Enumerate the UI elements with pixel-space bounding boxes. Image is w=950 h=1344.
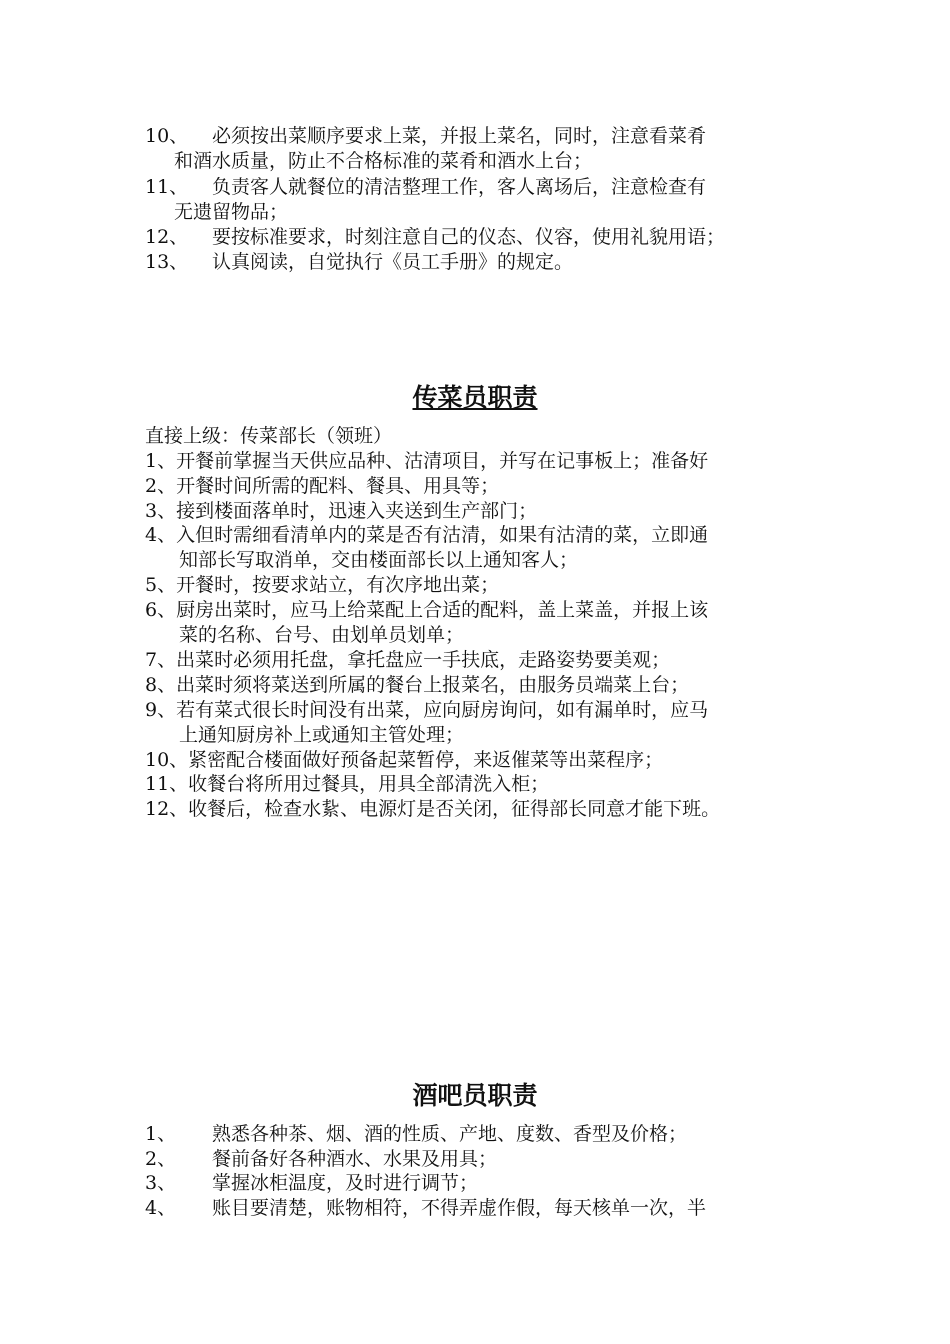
item-number: 3、 [145,1172,177,1194]
list-item-continuation: 无遗留物品； [174,201,289,223]
item-text: 要按标准要求，时刻注意自己的仪态、仪容，使用礼貌用语； [212,226,726,248]
item-text: 熟悉各种茶、烟、酒的性质、产地、度数、香型及价格； [212,1123,688,1145]
item-text: 掌握冰柜温度，及时进行调节； [212,1172,479,1194]
runner-section-title: 传菜员职责 [412,383,538,412]
runner-supervisor: 直接上级：传菜部长（领班） [145,425,393,447]
list-item [145,1147,497,1172]
bar-section-title: 酒吧员职责 [412,1081,538,1110]
list-item [145,1171,478,1196]
item-number: 10、 [145,125,189,147]
list-item-continuation: 菜的名称、台号、由划单员划单； [179,624,465,646]
list-item [145,250,573,275]
list-item-continuation: 和酒水质量，防止不合格标准的菜肴和酒水上台； [174,150,593,172]
list-item: 1、开餐前掌握当天供应品种、沽清项目，并写在记事板上；准备好 [145,450,709,472]
item-text: 账目要清楚，账物相符，不得弄虚作假，每天核单一次，半 [212,1197,707,1219]
list-item: 3、接到楼面落单时，迅速入夹送到生产部门； [145,500,538,522]
list-item: 4、入但时需细看清单内的菜是否有沽清，如果有沽清的菜，立即通 [145,524,709,546]
item-number: 13、 [145,251,189,273]
list-item [145,175,706,200]
list-item: 8、出菜时须将菜送到所属的餐台上报菜名，由服务员端菜上台； [145,674,690,696]
list-item: 5、开餐时，按要求站立，有次序地出菜； [145,574,500,596]
list-item: 2、开餐时间所需的配料、餐具、用具等； [145,475,500,497]
list-item: 10、紧密配合楼面做好预备起菜暂停，来返催菜等出菜程序； [145,749,664,771]
list-item [145,124,706,149]
list-item-continuation: 上通知厨房补上或通知主管处理； [179,724,465,746]
item-number: 12、 [145,226,189,248]
list-item: 9、若有菜式很长时间没有出菜，应向厨房询问，如有漏单时，应马 [145,699,709,721]
list-item [145,1196,706,1221]
list-item: 11、收餐台将所用过餐具，用具全部清洗入柜； [145,773,550,795]
item-text: 餐前备好各种酒水、水果及用具； [212,1148,498,1170]
list-item: 12、收餐后，检查水紥、电源灯是否关闭，征得部长同意才能下班。 [145,798,721,820]
item-text: 认真阅读，自觉执行《员工手册》的规定。 [212,251,574,273]
item-number: 1、 [145,1123,177,1145]
list-item: 7、出菜时必须用托盘，拿托盘应一手扶底，走路姿势要美观； [145,649,671,671]
list-item [145,225,725,250]
item-number: 2、 [145,1148,177,1170]
item-number: 11、 [145,176,189,198]
item-text: 负责客人就餐位的清洁整理工作，客人离场后，注意检查有 [212,176,707,198]
item-text: 必须按出菜顺序要求上菜，并报上菜名，同时，注意看菜肴 [212,125,707,147]
list-item [145,1122,687,1147]
list-item-continuation: 知部长写取消单，交由楼面部长以上通知客人； [179,549,579,571]
list-item: 6、厨房出菜时，应马上给菜配上合适的配料，盖上菜盖，并报上该 [145,599,709,621]
item-number: 4、 [145,1197,177,1219]
